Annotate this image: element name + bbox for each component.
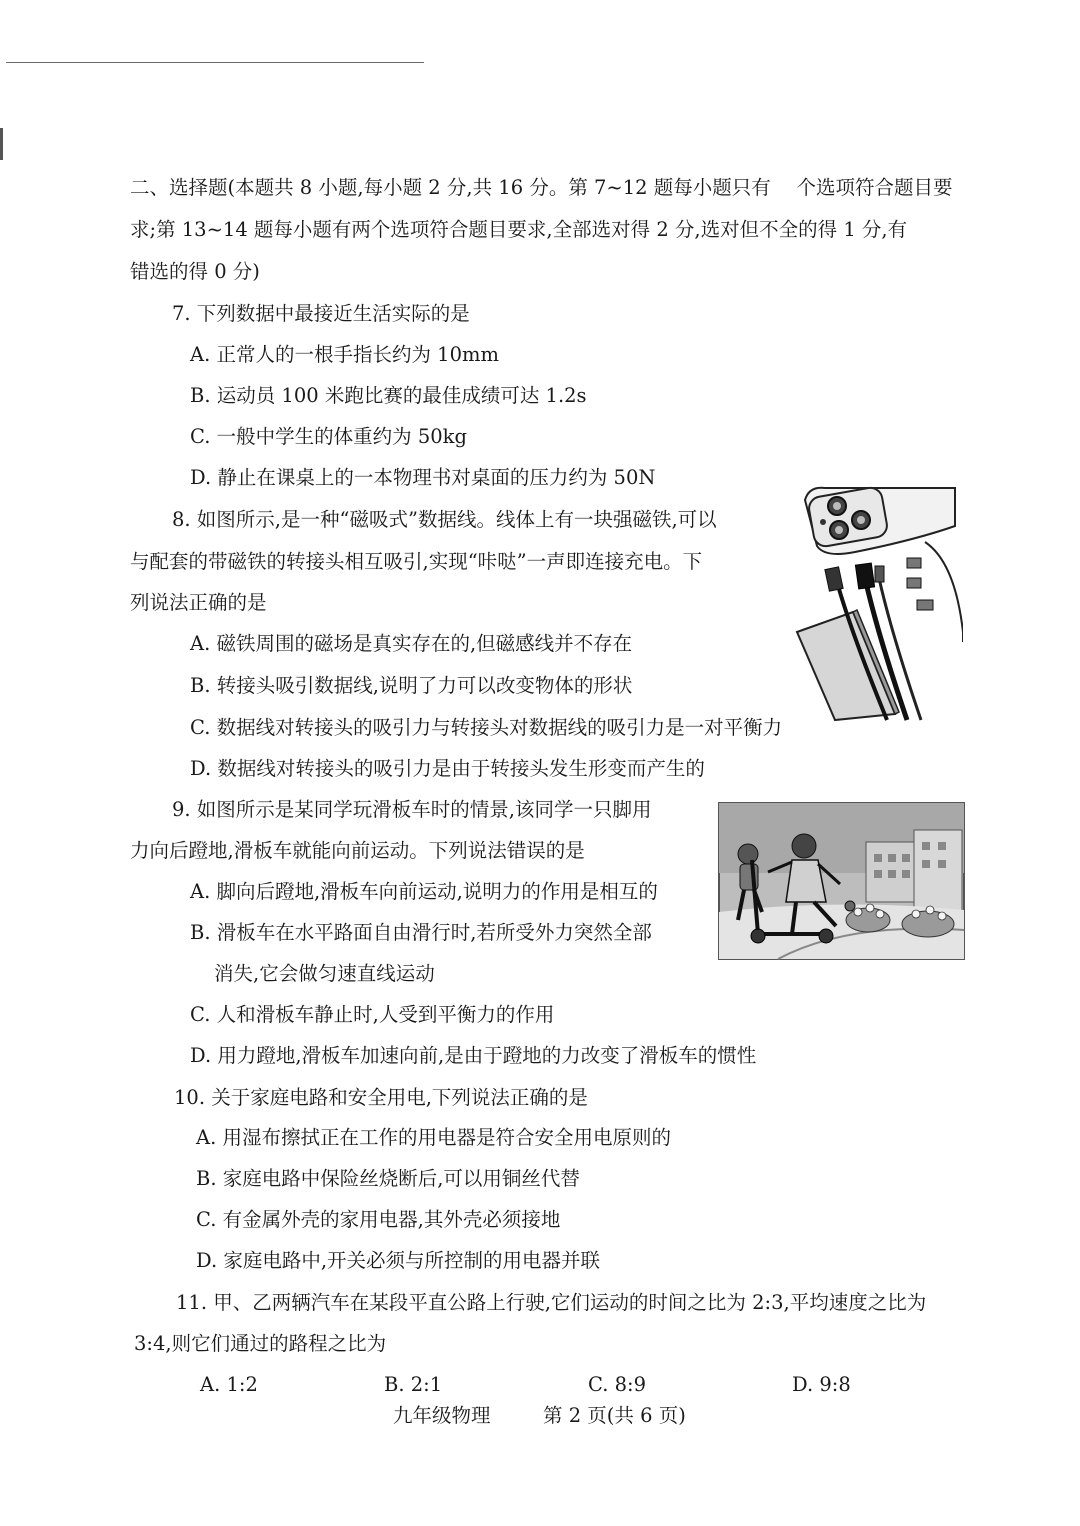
- footer-page-number: 第 2 页(共 6 页): [543, 1404, 686, 1427]
- q9-option-c: C. 人和滑板车静止时,人受到平衡力的作用: [190, 1003, 555, 1026]
- q8-option-d: D. 数据线对转接头的吸引力是由于转接头发生形变而产生的: [190, 757, 705, 780]
- footer-subject: 九年级物理: [393, 1404, 491, 1427]
- q10-stem: 10. 关于家庭电路和安全用电,下列说法正确的是: [174, 1086, 588, 1109]
- q8-option-a: A. 磁铁周围的磁场是真实存在的,但磁感线并不存在: [190, 632, 633, 655]
- q9-option-b: B. 滑板车在水平路面自由滑行时,若所受外力突然全部: [190, 921, 652, 944]
- top-rule: [6, 62, 424, 63]
- q11-option-b: B. 2:1: [384, 1373, 443, 1396]
- section-heading-line-1: 二、选择题(本题共 8 小题,每小题 2 分,共 16 分。第 7~12 题每小题只有 个选项符合题目要: [130, 176, 953, 199]
- q7-option-d: D. 静止在课桌上的一本物理书对桌面的压力约为 50N: [190, 466, 656, 489]
- q8-stem-line-1: 8. 如图所示,是一种“磁吸式”数据线。线体上有一块强磁铁,可以: [172, 508, 717, 531]
- q9-option-b-cont: 消失,它会做匀速直线运动: [214, 962, 435, 985]
- q10-option-a: A. 用湿布擦拭正在工作的用电器是符合安全用电原则的: [196, 1126, 671, 1149]
- q9-option-d: D. 用力蹬地,滑板车加速向前,是由于蹬地的力改变了滑板车的惯性: [190, 1044, 757, 1067]
- q11-stem-line-2: 3:4,则它们通过的路程之比为: [134, 1332, 387, 1355]
- q11-stem-line-1: 11. 甲、乙两辆汽车在某段平直公路上行驶,它们运动的时间之比为 2:3,平均速度之比为: [176, 1291, 927, 1314]
- q8-option-c: C. 数据线对转接头的吸引力与转接头对数据线的吸引力是一对平衡力: [190, 716, 783, 739]
- scan-edge-mark: [0, 128, 3, 160]
- q9-option-a: A. 脚向后蹬地,滑板车向前运动,说明力的作用是相互的: [190, 880, 658, 903]
- q11-option-d: D. 9:8: [792, 1373, 851, 1396]
- q7-stem: 7. 下列数据中最接近生活实际的是: [172, 302, 470, 325]
- q10-option-d: D. 家庭电路中,开关必须与所控制的用电器并联: [196, 1249, 601, 1272]
- q7-option-a: A. 正常人的一根手指长约为 10mm: [190, 343, 499, 366]
- q8-stem-line-2: 与配套的带磁铁的转接头相互吸引,实现“咔哒”一声即连接充电。下: [130, 550, 703, 573]
- scooter-scene-figure: [718, 802, 965, 960]
- q10-option-c: C. 有金属外壳的家用电器,其外壳必须接地: [196, 1208, 561, 1231]
- q7-option-b: B. 运动员 100 米跑比赛的最佳成绩可达 1.2s: [190, 384, 587, 407]
- q9-stem-line-1: 9. 如图所示是某同学玩滑板车时的情景,该同学一只脚用: [172, 798, 652, 821]
- q8-option-b: B. 转接头吸引数据线,说明了力可以改变物体的形状: [190, 674, 633, 697]
- q10-option-b: B. 家庭电路中保险丝烧断后,可以用铜丝代替: [196, 1167, 580, 1190]
- q9-stem-line-2: 力向后蹬地,滑板车就能向前运动。下列说法错误的是: [130, 839, 585, 862]
- section-heading-line-3: 错选的得 0 分): [130, 260, 260, 283]
- section-heading-line-2: 求;第 13~14 题每小题有两个选项符合题目要求,全部选对得 2 分,选对但不全的得 1 分,有: [130, 218, 908, 241]
- q7-option-c: C. 一般中学生的体重约为 50kg: [190, 425, 467, 448]
- q8-stem-line-3: 列说法正确的是: [130, 591, 267, 614]
- q11-option-c: C. 8:9: [588, 1373, 647, 1396]
- q11-option-a: A. 1:2: [200, 1373, 258, 1396]
- magnetic-cable-figure: [795, 482, 963, 722]
